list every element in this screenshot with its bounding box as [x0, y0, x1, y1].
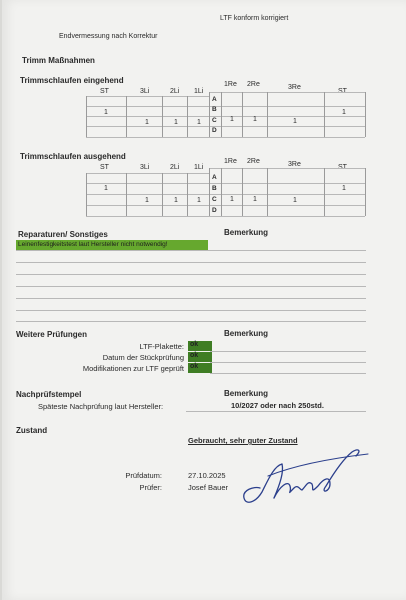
ruled-line: [210, 373, 366, 374]
ruled-line: [16, 321, 366, 322]
document-page: [2, 0, 406, 600]
value-c-1li: 1: [197, 119, 201, 126]
header-1re: 1Re: [224, 81, 237, 88]
table-rule: [242, 168, 243, 216]
header-st-right: ST: [338, 164, 347, 171]
table-rule: [86, 137, 365, 138]
row-label-c: C: [212, 196, 217, 203]
value-b-st-left: 1: [104, 109, 108, 116]
header-st-left: ST: [100, 164, 109, 171]
table-rule: [86, 216, 365, 217]
value-c-3re: 1: [293, 118, 297, 125]
header-3li: 3Li: [140, 164, 150, 171]
header-2re: 2Re: [247, 81, 260, 88]
pruefer-label: Prüfer:: [139, 483, 162, 492]
trimm-eingehend-title: Trimmschlaufen eingehend: [20, 76, 124, 85]
next-inspection-value: 10/2027 oder nach 250std.: [231, 401, 324, 410]
table-rule: [86, 173, 87, 216]
zustand-value: Gebraucht, sehr guter Zustand: [188, 436, 298, 445]
table-rule: [86, 96, 87, 137]
row-label-c: C: [212, 117, 217, 124]
value-c-1li: 1: [197, 197, 201, 204]
table-rule: [187, 96, 188, 137]
ruled-line: [186, 411, 366, 412]
pruefer-value: Josef Bauer: [188, 483, 229, 492]
table-rule: [209, 92, 210, 137]
row-label-d: D: [212, 127, 217, 134]
ruled-line: [210, 351, 366, 352]
header-st-left: ST: [100, 88, 109, 95]
header-2re: 2Re: [247, 158, 260, 165]
value-c-3re: 1: [293, 197, 297, 204]
table-rule: [162, 96, 163, 137]
ruled-line: [210, 362, 366, 363]
pruefdatum-label: Prüfdatum:: [125, 471, 162, 480]
table-rule: [242, 92, 243, 137]
table-rule: [365, 92, 366, 137]
row-label-d: D: [212, 207, 217, 214]
table-rule: [187, 173, 188, 216]
trimm-ausgehend-title: Trimmschlaufen ausgehend: [20, 152, 126, 161]
ruled-line: [16, 262, 366, 263]
value-b-st-left: 1: [104, 185, 108, 192]
check-label-modifikationen: Modifikationen zur LTF geprüft: [82, 364, 184, 373]
header-2li: 2Li: [170, 164, 180, 171]
reparaturen-bemerkung-label: Bemerkung: [224, 228, 269, 237]
value-c-2re: 1: [253, 196, 257, 203]
nachpruefstempel-title: Nachprüfstempel: [16, 390, 82, 399]
table-rule: [209, 168, 365, 169]
ruled-line: [16, 298, 366, 299]
table-rule: [86, 173, 209, 174]
table-rule: [365, 168, 366, 216]
ruled-line: [16, 250, 366, 251]
repair-entry: Leinenfestigkeitstest laut Hersteller nicht notwendig!: [18, 241, 168, 248]
table-rule: [324, 92, 325, 137]
ruled-line: [16, 286, 366, 287]
pruefungen-bemerkung-label: Bemerkung: [224, 329, 269, 338]
table-rule: [267, 92, 268, 137]
check-label-stueckpruefung: Datum der Stückprüfung: [102, 353, 184, 362]
value-c-3li: 1: [145, 119, 149, 126]
pruefdatum-value: 27.10.2025: [188, 471, 226, 480]
table-rule: [221, 168, 222, 216]
table-rule: [221, 92, 222, 137]
table-rule: [324, 168, 325, 216]
nachpruefstempel-bemerkung-label: Bemerkung: [224, 389, 269, 398]
header-3re: 3Re: [288, 84, 301, 91]
value-b-st-right: 1: [342, 185, 346, 192]
check-label-plakette: LTF-Plakette:: [139, 342, 184, 351]
table-rule: [209, 92, 365, 93]
row-label-a: A: [212, 96, 217, 103]
row-label-b: B: [212, 106, 217, 113]
value-c-2re: 1: [253, 116, 257, 123]
header-3li: 3Li: [140, 88, 150, 95]
header-1li: 1Li: [194, 164, 204, 171]
table-rule: [162, 173, 163, 216]
reparaturen-title: Reparaturen/ Sonstiges: [18, 230, 108, 239]
trimm-section-title: Trimm Maßnahmen: [22, 56, 95, 65]
ruled-line: [16, 310, 366, 311]
table-rule: [126, 96, 127, 137]
header-1re: 1Re: [224, 158, 237, 165]
value-c-2li: 1: [174, 197, 178, 204]
correction-note: LTF konform korrigiert: [220, 15, 289, 22]
row-label-a: A: [212, 174, 217, 181]
zustand-title: Zustand: [16, 426, 48, 435]
value-c-3li: 1: [145, 197, 149, 204]
value-c-1re: 1: [230, 196, 234, 203]
check-value-modifikationen: ok: [188, 363, 212, 373]
table-rule: [126, 173, 127, 216]
check-value-stueckpruefung: ok: [188, 352, 212, 362]
table-rule: [86, 96, 209, 97]
table-rule: [267, 168, 268, 216]
handwritten-signature: [238, 446, 378, 512]
ruled-line: [16, 274, 366, 275]
check-value-plakette: ok: [188, 341, 212, 351]
document-subtitle: Endvermessung nach Korrektur: [59, 33, 158, 40]
table-rule: [209, 168, 210, 216]
header-3re: 3Re: [288, 161, 301, 168]
header-2li: 2Li: [170, 88, 180, 95]
row-label-b: B: [212, 185, 217, 192]
next-inspection-label: Späteste Nachprüfung laut Hersteller:: [38, 402, 164, 411]
header-st-right: ST: [338, 88, 347, 95]
pruefungen-title: Weitere Prüfungen: [16, 330, 87, 339]
value-c-2li: 1: [174, 119, 178, 126]
header-1li: 1Li: [194, 88, 204, 95]
value-b-st-right: 1: [342, 109, 346, 116]
value-c-1re: 1: [230, 116, 234, 123]
